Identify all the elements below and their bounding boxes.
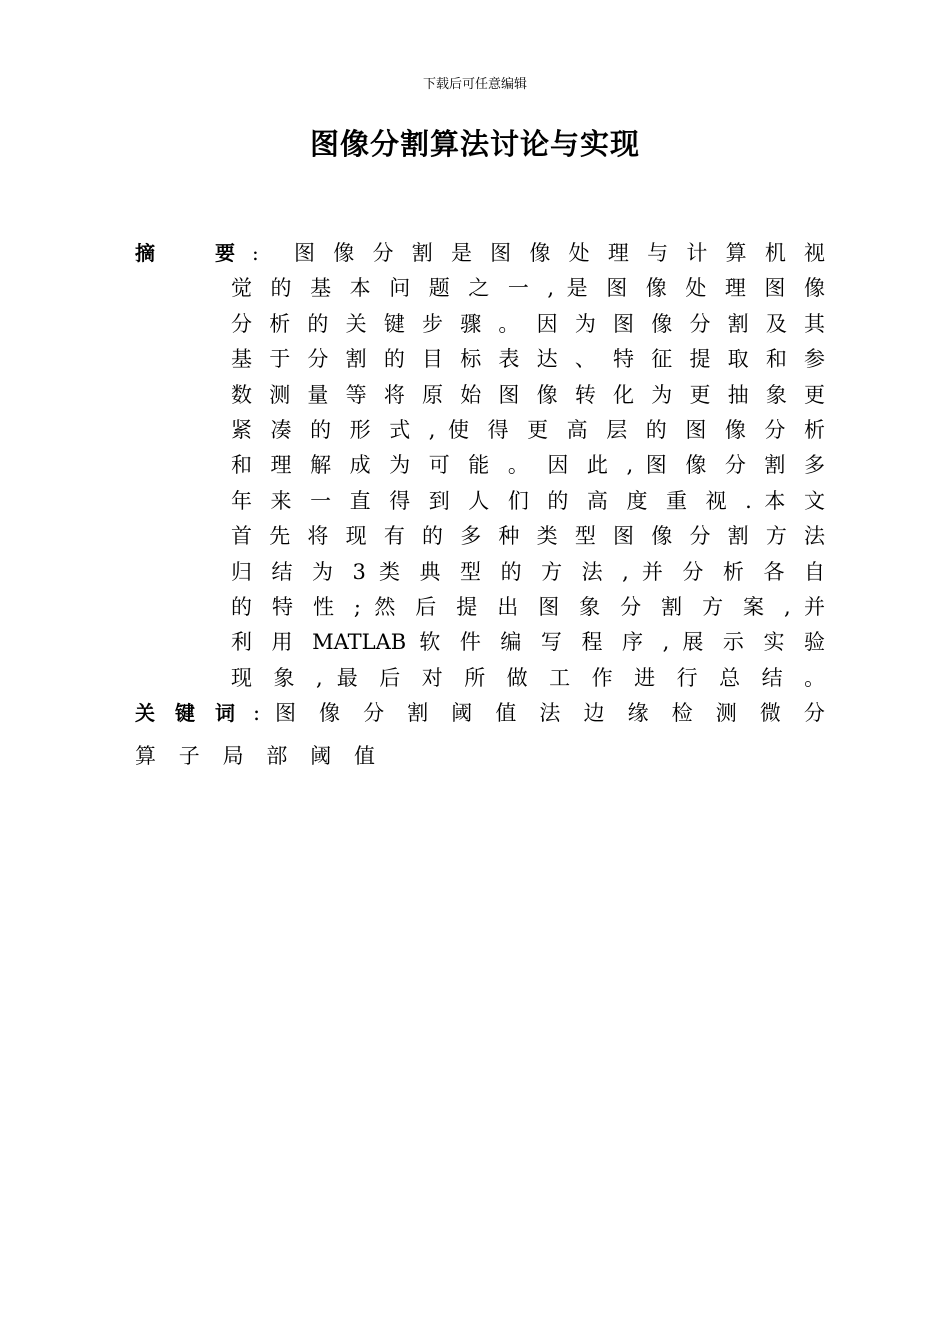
abstract-line: 紧 凑 的 形 式 , 使 得 更 高 层 的 图 像 分 析 [231,417,825,442]
keywords-label: 关 键 词 [135,701,235,725]
abstract-line: 现 象 , 最 后 对 所 做 工 作 进 行 总 结 。 [231,665,826,690]
abstract-line: 的 特 性 ; 然 后 提 出 图 象 分 割 方 案 , 并 [231,594,826,619]
abstract-line: 图 像 分 割 是 图 像 处 理 与 计 算 机 视 [294,241,826,265]
abstract-line: 基 于 分 割 的 目 标 表 达 、 特 征 提 取 和 参 [231,347,826,372]
abstract-line: 分 析 的 关 键 步 骤 。 因 为 图 像 分 割 及 其 [231,311,826,336]
abstract-line: 数 测 量 等 将 原 始 图 像 转 化 为 更 抽 象 更 [231,382,826,407]
keywords-line: 算 子 局 部 阈 值 [135,744,375,768]
abstract-line: 和 理 解 成 为 可 能 。 因 此 , 图 像 分 割 多 [231,453,825,478]
abstract-line: 利 用 MATLAB 软 件 编 写 程 序 , 展 示 实 验 [231,630,825,655]
abstract-line: 觉 的 基 本 问 题 之 一 , 是 图 像 处 理 图 像 [231,276,825,301]
abstract-line: 首 先 将 现 有 的 多 种 类 型 图 像 分 割 方 法 [231,524,826,549]
abstract-colon: : [252,241,259,265]
keywords-line: : 图 像 分 割 阈 值 法 边 缘 检 测 微 分 [253,701,825,725]
document-title: 图像分割算法讨论与实现 [309,127,640,161]
abstract-line: 年 来 一 直 得 到 人 们 的 高 度 重 视 . 本 文 [231,488,825,513]
page-header: 下载后可任意编辑 [422,77,527,92]
abstract-label: 摘 要 [135,241,235,265]
abstract-line: 归 结 为 3 类 典 型 的 方 法 , 并 分 析 各 自 [231,559,825,584]
abstract-body [231,238,825,698]
